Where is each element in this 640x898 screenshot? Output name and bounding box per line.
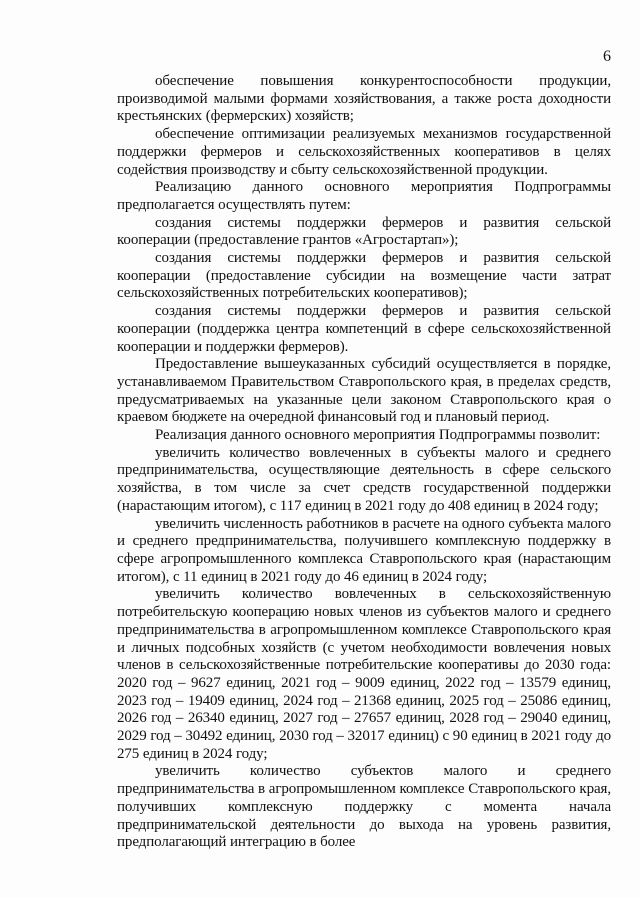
paragraph: увеличить количество вовлеченных в сельскохозяйственную потребительскую кооперацию новых членов из субъектов малого и среднего предпринимательства в агропромышленном комплексе Ставропольского края и личных подсобных хозяйств (с учетом необходимости вовлечения новых членов в сельскохозяйственные потребительские кооперативы до 2030 года: 2020 год – 9627 единиц, 2021 год – 9009 единиц, 2022 год – 13579 единиц, 2023 год – 19409 единиц, 2024 год – 21368 единиц, 2025 год – 25086 единиц, 2026 год – 26340 единиц, 2027 год – 27657 единиц, 2028 год – 29040 единиц, 2029 год – 30492 единиц, 2030 год – 32017 единиц) с 90 единиц в 2021 году до 275 единиц в 2024 году; (117, 586, 611, 762)
page-number: 6 (603, 48, 611, 65)
paragraph: создания системы поддержки фермеров и развития сельской кооперации (предоставление субсидии на возмещение части затрат сельскохозяйственных потребительских кооперативов); (117, 250, 611, 302)
paragraph: обеспечение повышения конкурентоспособности продукции, производимой малыми формами хозяйствования, а также роста доходности крестьянских (фермерских) хозяйств; (117, 73, 611, 125)
paragraph: Реализацию данного основного мероприятия Подпрограммы предполагается осуществлять путем: (117, 179, 611, 213)
paragraph: увеличить численность работников в расчете на одного субъекта малого и среднего предпринимательства, получившего комплексную поддержку в сфере агропромышленного комплекса Ставропольского края (нарастающим итогом), с 11 единиц в 2021 году до 46 единиц в 2024 году; (117, 515, 611, 585)
paragraph: Реализация данного основного мероприятия Подпрограммы позволит: (155, 427, 601, 444)
paragraph: создания системы поддержки фермеров и развития сельской кооперации (предоставление грантов «Агростартап»); (117, 214, 611, 249)
paragraph: Предоставление вышеуказанных субсидий осуществляется в порядке, устанавливаемом Правительством Ставропольского края, в пределах средств, предусматриваемых на указанные цели законом Ставропольского края о краевом бюджете на очередной финансовый год и плановый период. (117, 356, 611, 426)
paragraph: увеличить количество субъектов малого и среднего предпринимательства в агропромышленном комплексе Ставропольского края, получивших комплексную поддержку с момента начала предпринимательской деятельности до выхода на уровень развития, предполагающий интеграцию в более (117, 763, 611, 851)
paragraph: увеличить количество вовлеченных в субъекты малого и среднего предпринимательства, осуществляющие деятельность в сфере сельского хозяйства, в том числе за счет средств государственной поддержки (нарастающим итогом), с 117 единиц в 2021 году до 408 единиц в 2024 году; (117, 444, 611, 514)
paragraph: обеспечение оптимизации реализуемых механизмов государственной поддержки фермеров и сельскохозяйственных кооперативов в целях содействия производству и сбыту сельскохозяйственной продукции. (117, 126, 611, 178)
document-body (117, 73, 611, 852)
paragraph: создания системы поддержки фермеров и развития сельской кооперации (поддержка центра компетенций в сфере сельскохозяйственной кооперации и поддержки фермеров). (117, 303, 611, 355)
